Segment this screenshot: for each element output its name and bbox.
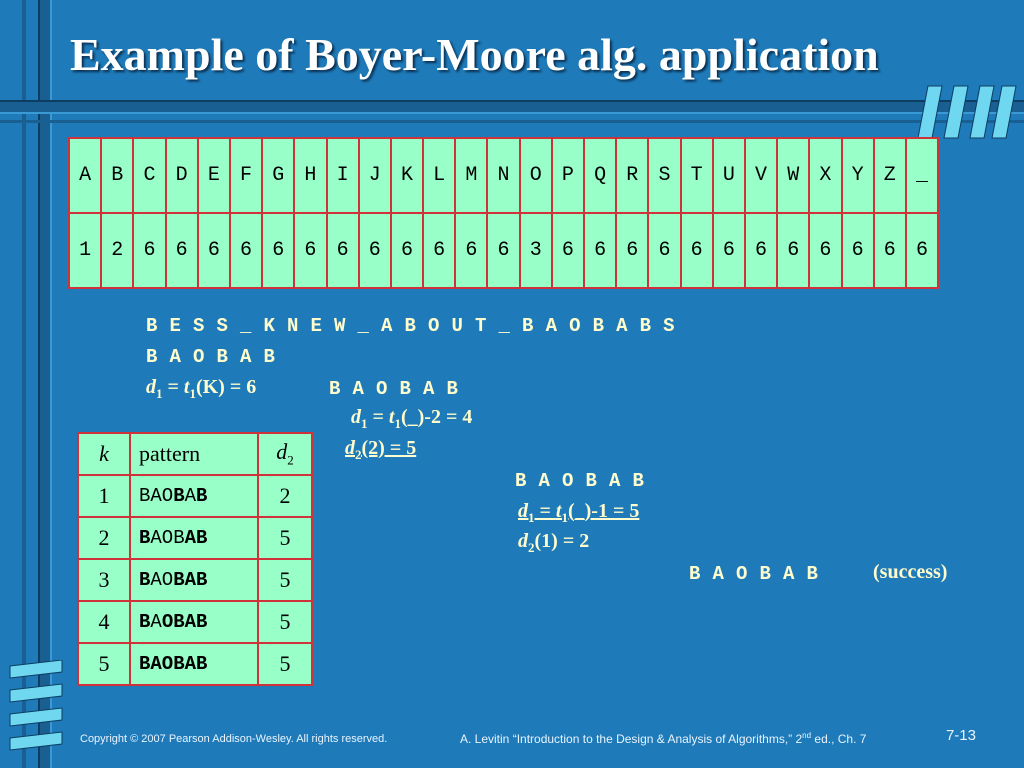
row-pattern [130,475,258,517]
shift-value-cell: 6 [423,213,455,288]
row-pattern [130,517,258,559]
shift-char-cell: E [198,138,230,213]
pattern-bold-part: B [139,527,151,549]
frame-bar-horizontal-thin [0,120,1024,123]
shift-char-cell: L [423,138,455,213]
shift-value-cell: 6 [262,213,294,288]
shift-value-cell: 6 [777,213,809,288]
success-label: (success) [873,561,948,583]
pattern-alignment-1: B A O B A B [146,346,276,368]
row-d2: 5 [258,601,312,643]
shift-value-cell: 6 [681,213,713,288]
shift-table [68,137,939,289]
row-k: 3 [78,559,130,601]
pattern-bold-part: BAOBAB [139,653,208,675]
pattern-suffix-part: OBAB [161,611,208,633]
shift-value-cell: 6 [874,213,906,288]
row-k: 5 [78,643,130,685]
shift-char-cell: D [166,138,198,213]
shift-char-cell: F [230,138,262,213]
shift-table-values-row [69,213,938,288]
step1-formula: $d_1 = t_1(K) = 6$ [146,376,257,401]
shift-char-cell: K [391,138,423,213]
row-d2: 5 [258,643,312,685]
good-suffix-table-header [78,433,312,475]
shift-char-cell: I [327,138,359,213]
shift-value-cell: 6 [552,213,584,288]
shift-char-cell: O [520,138,552,213]
page-number: 7-13 [945,727,976,744]
row-d2: 5 [258,517,312,559]
shift-value-cell: 6 [359,213,391,288]
header-d2: $d_2$ [258,433,312,475]
row-pattern [130,643,258,685]
step3-good-suffix-formula: $d_2(1) = 2$ [518,530,590,555]
header-pattern: pattern [130,433,258,475]
shift-char-cell: J [359,138,391,213]
shift-value-cell: 6 [584,213,616,288]
shift-value-cell: 6 [745,213,777,288]
table-row [78,601,312,643]
shift-char-cell: T [681,138,713,213]
pattern-bold-part: B [139,611,151,633]
pattern-unmatched-prefix: BAO [139,485,174,507]
shift-char-cell: P [552,138,584,213]
text-string: B E S S _ K N E W _ A B O U T _ B A O B A B S [146,315,675,337]
pattern-alignment-4: B A O B A B [689,563,819,585]
stripes-bottom-left-icon [6,660,66,760]
shift-value-cell: 6 [133,213,165,288]
shift-value-cell: 6 [906,213,938,288]
pattern-unmatched-part: A [150,611,162,633]
table-row [78,559,312,601]
shift-char-cell: Q [584,138,616,213]
row-d2: 5 [258,559,312,601]
table-row [78,517,312,559]
pattern-alignment-2: B A O B A B [329,378,459,400]
table-row [78,643,312,685]
pattern-suffix-part: BAB [173,569,208,591]
good-suffix-table-body [78,475,312,685]
slide-title: Example of Boyer-Moore alg. application [70,29,879,80]
shift-value-cell: 6 [198,213,230,288]
row-k: 1 [78,475,130,517]
shift-char-cell: N [487,138,519,213]
shift-value-cell: 6 [487,213,519,288]
shift-value-cell: 2 [101,213,133,288]
pattern-unmatched-part: AOB [150,527,185,549]
row-d2: 2 [258,475,312,517]
shift-char-cell: C [133,138,165,213]
shift-char-cell: X [809,138,841,213]
shift-char-cell: _ [906,138,938,213]
shift-char-cell: Z [874,138,906,213]
shift-char-cell: A [69,138,101,213]
pattern-bold-part: B [173,485,185,507]
shift-char-cell: U [713,138,745,213]
step2-good-suffix-formula: $d_2(2) = 5$ [345,437,417,462]
pattern-bold-part: B [139,569,151,591]
shift-value-cell: 6 [648,213,680,288]
shift-table-chars-row [69,138,938,213]
pattern-suffix-part: B [196,485,208,507]
row-k: 2 [78,517,130,559]
shift-char-cell: G [262,138,294,213]
step2-bad-char-formula: $d_1$ = $t_1(\_)-2 = 4$ [351,406,473,431]
shift-char-cell: S [648,138,680,213]
pattern-alignment-3: B A O B A B [515,470,645,492]
shift-value-cell: 6 [327,213,359,288]
row-k: 4 [78,601,130,643]
shift-value-cell: 6 [391,213,423,288]
shift-char-cell: W [777,138,809,213]
table-row [78,475,312,517]
header-k: k [78,433,130,475]
shift-char-cell: V [745,138,777,213]
shift-value-cell: 6 [166,213,198,288]
row-pattern [130,601,258,643]
frame-bar-horizontal [0,100,1024,114]
shift-char-cell: M [455,138,487,213]
shift-value-cell: 3 [520,213,552,288]
copyright-footer: Copyright © 2007 Pearson Addison-Wesley. All rights reserved. [80,733,388,745]
shift-value-cell: 6 [616,213,648,288]
citation-footer: A. Levitin “Introduction to the Design & Analysis of Algorithms,” 2nd ed., Ch. 7 [460,731,867,746]
shift-value-cell: 6 [809,213,841,288]
pattern-unmatched-part: A [184,485,197,507]
shift-char-cell: B [101,138,133,213]
shift-value-cell: 6 [842,213,874,288]
good-suffix-table [77,432,313,686]
pattern-suffix-part: AB [184,527,208,549]
stripes-top-right-icon [918,84,1018,140]
frame-bar-thin [22,0,26,768]
frame-bar-vertical [38,0,52,768]
shift-value-cell: 6 [455,213,487,288]
shift-value-cell: 6 [230,213,262,288]
shift-value-cell: 6 [713,213,745,288]
pattern-unmatched-part: AO [150,569,174,591]
shift-value-cell: 6 [294,213,326,288]
shift-char-cell: H [294,138,326,213]
step3-bad-char-formula: $d_1$ = $t_1(\_)-1 = 5$ [518,500,640,525]
shift-value-cell: 1 [69,213,101,288]
shift-char-cell: R [616,138,648,213]
shift-char-cell: Y [842,138,874,213]
row-pattern [130,559,258,601]
